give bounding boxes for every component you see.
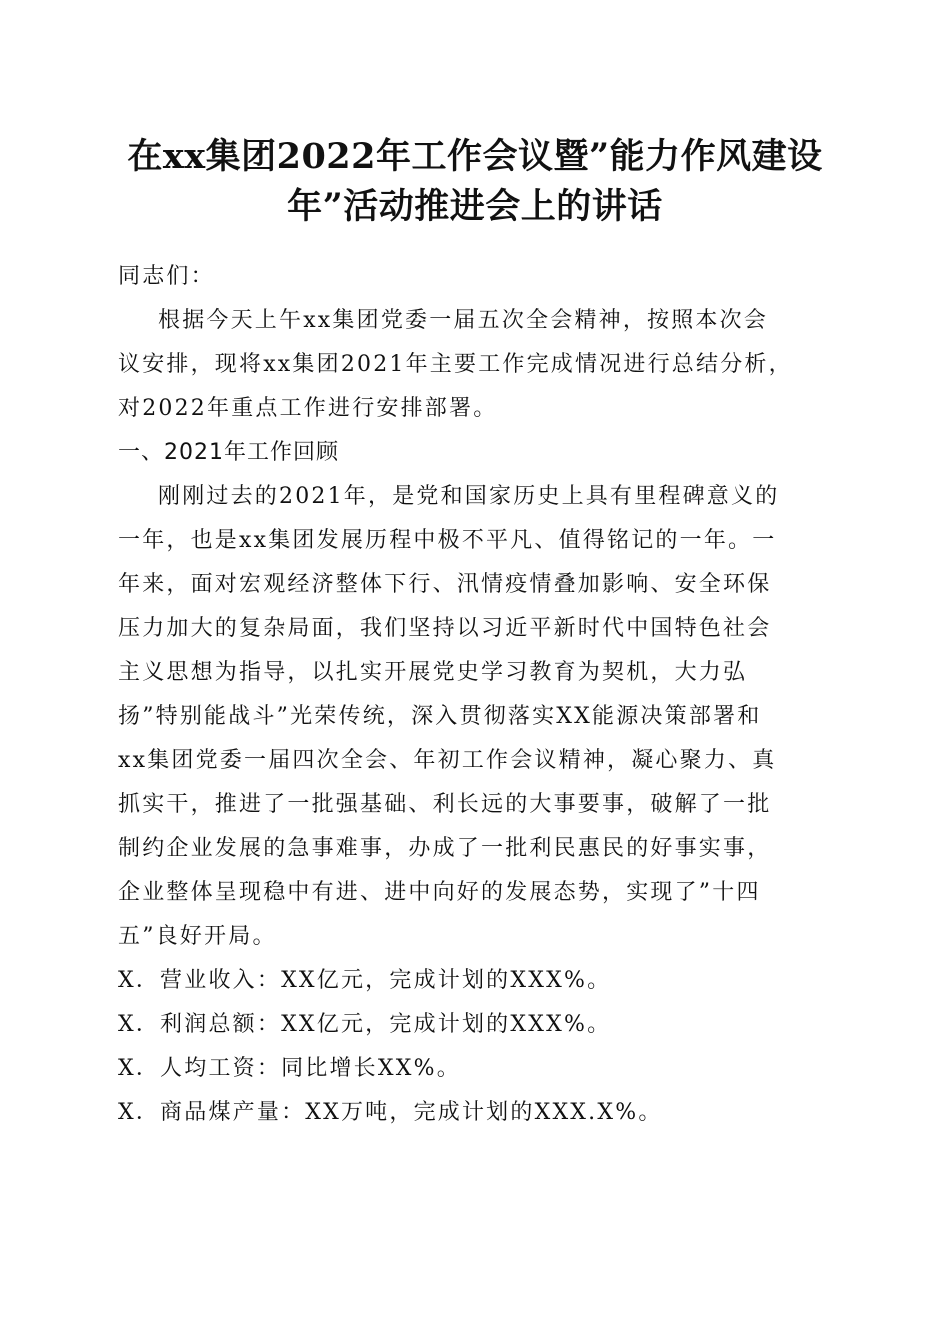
text-line: 一年，也是xx集团发展历程中极不平凡、值得铭记的一年。一 (118, 528, 777, 553)
metric-item: X．营业收入：XX亿元，完成计划的XXX%。 (118, 968, 612, 993)
metric-item: X．利润总额：XX亿元，完成计划的XXX%。 (118, 1012, 612, 1037)
text-line: 制约企业发展的急事难事，办成了一批利民惠民的好事实事， (118, 836, 772, 861)
section-heading: 一、2021年工作回顾 (118, 440, 339, 465)
title-line-1: 在xx集团2022年工作会议暨”能力作风建设 (127, 136, 823, 177)
metric-item: X．人均工资：同比增长XX%。 (118, 1056, 461, 1081)
text-line: 根据今天上午xx集团党委一届五次全会精神，按照本次会 (158, 308, 769, 333)
text-line: 议安排，现将xx集团2021年主要工作完成情况进行总结分析， (118, 352, 793, 377)
text-line: 对2022年重点工作进行安排部署。 (118, 396, 498, 421)
title-line-2: 年”活动推进会上的讲话 (287, 186, 663, 227)
document-body (118, 255, 830, 1135)
intro-paragraph (118, 299, 830, 431)
salutation: 同志们： (118, 264, 215, 289)
metric-item: X．商品煤产量：XX万吨，完成计划的XXX.X%。 (118, 1100, 663, 1125)
review-paragraph (118, 475, 830, 959)
text-line: 企业整体呈现稳中有进、进中向好的发展态势，实现了”十四 (118, 880, 761, 905)
text-line: 年来，面对宏观经济整体下行、汛情疫情叠加影响、安全环保 (118, 572, 772, 597)
document-title (90, 132, 860, 232)
text-line: 刚刚过去的2021年，是党和国家历史上具有里程碑意义的 (158, 484, 780, 509)
text-line: 五”良好开局。 (118, 924, 277, 949)
text-line: 扬”特别能战斗”光荣传统，深入贯彻落实XX能源决策部署和 (118, 704, 762, 729)
text-line: xx集团党委一届四次全会、年初工作会议精神，凝心聚力、真 (118, 748, 777, 773)
text-line: 主义思想为指导，以扎实开展党史学习教育为契机，大力弘 (118, 660, 748, 685)
text-line: 抓实干，推进了一批强基础、利长远的大事要事，破解了一批 (118, 792, 772, 817)
text-line: 压力加大的复杂局面，我们坚持以习近平新时代中国特色社会 (118, 616, 772, 641)
